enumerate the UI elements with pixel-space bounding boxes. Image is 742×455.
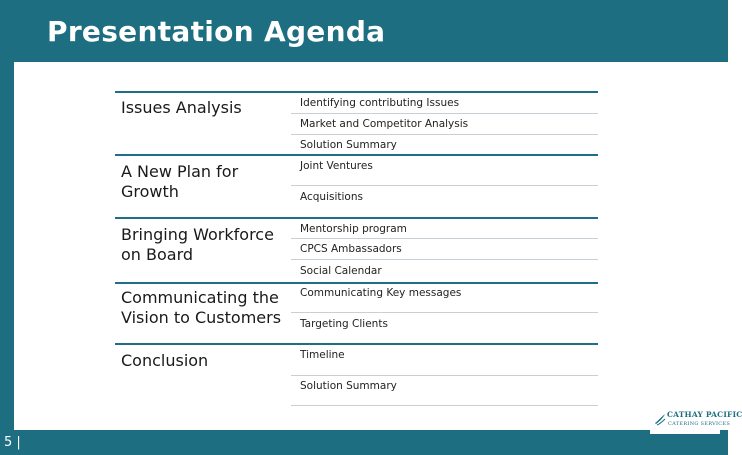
agenda-item: Identifying contributing Issues <box>300 97 460 109</box>
agenda-section-label: Conclusion <box>121 351 209 370</box>
agenda-item: CPCS Ambassadors <box>300 243 402 255</box>
logo-brand-name: CATHAY PACIFIC <box>667 410 742 419</box>
item-divider <box>291 312 598 313</box>
agenda-item: Timeline <box>300 349 345 361</box>
agenda-section-label: Bringing Workforce on Board <box>121 225 274 264</box>
agenda-item: Communicating Key messages <box>300 287 462 299</box>
footer-bar <box>0 430 728 455</box>
section-divider <box>115 282 598 284</box>
agenda-item: Solution Summary <box>300 139 397 151</box>
item-divider <box>291 375 598 376</box>
cathay-pacific-logo-icon <box>654 412 666 426</box>
agenda-item: Targeting Clients <box>300 318 388 330</box>
page-title: Presentation Agenda <box>47 15 386 48</box>
cathay-pacific-logo <box>650 408 742 434</box>
page-number: 5 | <box>4 435 21 450</box>
section-divider <box>115 343 598 345</box>
item-divider <box>291 185 598 186</box>
section-divider <box>115 154 598 156</box>
logo-subtitle: CATERING SERVICES <box>668 421 731 427</box>
agenda-section-label: Communicating the Vision to Customers <box>121 288 282 327</box>
item-divider <box>291 259 598 260</box>
item-divider <box>291 134 598 135</box>
agenda-item: Mentorship program <box>300 223 407 235</box>
agenda-item: Social Calendar <box>300 265 382 277</box>
agenda-item: Acquisitions <box>300 191 363 203</box>
item-divider <box>291 238 598 239</box>
left-accent-bar <box>0 62 14 455</box>
agenda-section-label: Issues Analysis <box>121 98 242 117</box>
agenda-item: Solution Summary <box>300 380 397 392</box>
agenda-section-label: A New Plan for Growth <box>121 162 239 201</box>
agenda-item: Market and Competitor Analysis <box>300 118 469 130</box>
section-divider <box>115 217 598 219</box>
agenda-item: Joint Ventures <box>300 160 373 172</box>
item-divider <box>291 405 598 406</box>
item-divider <box>291 113 598 114</box>
section-divider <box>115 91 598 93</box>
